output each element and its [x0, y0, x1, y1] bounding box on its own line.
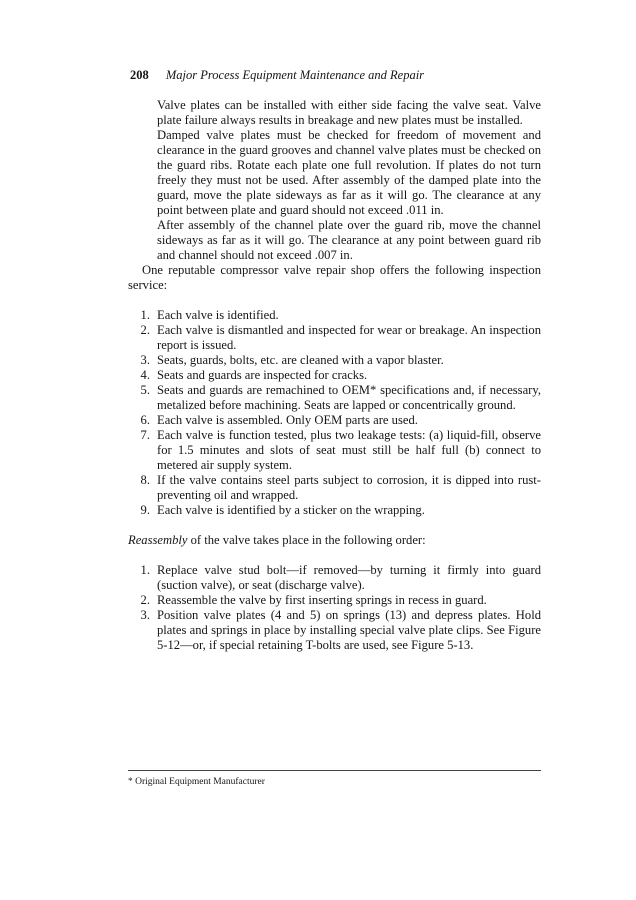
list-item-number: 1.: [140, 563, 150, 577]
list-item-text: If the valve contains steel parts subject to corrosion, it is dipped into rust-preventing oil and wrapped.: [157, 473, 541, 502]
reassembly-intro: [128, 533, 541, 548]
list-item-number: 7.: [140, 428, 150, 442]
list-item-number: 2.: [140, 593, 150, 607]
list-item-number: 2.: [140, 323, 150, 337]
list-item: [128, 413, 541, 428]
list-item: [128, 308, 541, 323]
reassembly-italic-word: Reassembly: [128, 533, 188, 547]
reassembly-intro-rest: of the valve takes place in the following order:: [187, 533, 426, 547]
list-item-number: 8.: [140, 473, 150, 487]
list-item-text: Seats and guards are remachined to OEM* specifications and, if necessary, metalized before machining. Seats are lapped or concentrically ground.: [157, 383, 541, 412]
list-item-text: Each valve is assembled. Only OEM parts are used.: [157, 413, 418, 427]
list-item: [128, 608, 541, 653]
indented-paragraph: Damped valve plates must be checked for freedom of movement and clearance in the guard grooves and channel valve plates must be checked on the guard ribs. Rotate each plate one full revolution. If plates do not turn freely they must not be used. After assembly of the damped plate into the guard, move the plate sideways as far as it will go. The clearance at any point between plate and guard should not exceed .011 in.: [157, 128, 541, 217]
list-item: [128, 503, 541, 518]
body-text: [128, 98, 541, 653]
list-item: [128, 368, 541, 383]
footnote: * Original Equipment Manufacturer: [128, 777, 265, 787]
indented-paragraph: Valve plates can be installed with either side facing the valve seat. Valve plate failure always results in breakage and new plates must be installed.: [157, 98, 541, 127]
list-item: [128, 593, 541, 608]
list-item: [128, 353, 541, 368]
list-item-text: Reassemble the valve by first inserting springs in recess in guard.: [157, 593, 487, 607]
list-item-text: Each valve is dismantled and inspected for wear or breakage. An inspection report is issued.: [157, 323, 541, 352]
list-item-number: 6.: [140, 413, 150, 427]
list-item: [128, 428, 541, 473]
list-item-number: 9.: [140, 503, 150, 517]
list-item-text: Seats and guards are inspected for cracks.: [157, 368, 368, 382]
list-item: [128, 563, 541, 593]
list-item: [128, 473, 541, 503]
list-item-number: 1.: [140, 308, 150, 322]
inspection-list: [128, 308, 541, 518]
reassembly-list: [128, 563, 541, 653]
indented-paragraphs: [128, 98, 541, 263]
running-title: Major Process Equipment Maintenance and Repair: [165, 68, 425, 82]
list-item-text: Each valve is identified.: [157, 308, 279, 322]
list-item-text: Each valve is identified by a sticker on the wrapping.: [157, 503, 425, 517]
intro-paragraph: One reputable compressor valve repair shop offers the following inspection service:: [128, 263, 541, 292]
list-item-number: 3.: [140, 608, 150, 622]
list-item-number: 4.: [140, 368, 150, 382]
page-header: [130, 68, 550, 86]
list-item-text: Each valve is function tested, plus two leakage tests: (a) liquid-fill, observe for 1.5 minutes and slots of seat must still be half full (b) connect to metered air supply system.: [157, 428, 541, 472]
list-item-text: Position valve plates (4 and 5) on springs (13) and depress plates. Hold plates and springs in place by installing special valve plate clips. See Figure 5-12—or, if special retaining T-bolts are used, see Figure 5-13.: [157, 608, 541, 652]
list-item-text: Replace valve stud bolt—if removed—by turning it firmly into guard (suction valve), or seat (discharge valve).: [157, 563, 541, 592]
list-item-number: 5.: [140, 383, 150, 397]
list-item: [128, 323, 541, 353]
list-item: [128, 383, 541, 413]
footnote-divider: [128, 770, 541, 771]
page-number: 208: [130, 68, 149, 82]
list-item-number: 3.: [140, 353, 150, 367]
indented-paragraph: After assembly of the channel plate over the guard rib, move the channel sideways as far as it will go. The clearance at any point between guard rib and channel should not exceed .007 in.: [157, 218, 541, 262]
list-item-text: Seats, guards, bolts, etc. are cleaned with a vapor blaster.: [157, 353, 444, 367]
